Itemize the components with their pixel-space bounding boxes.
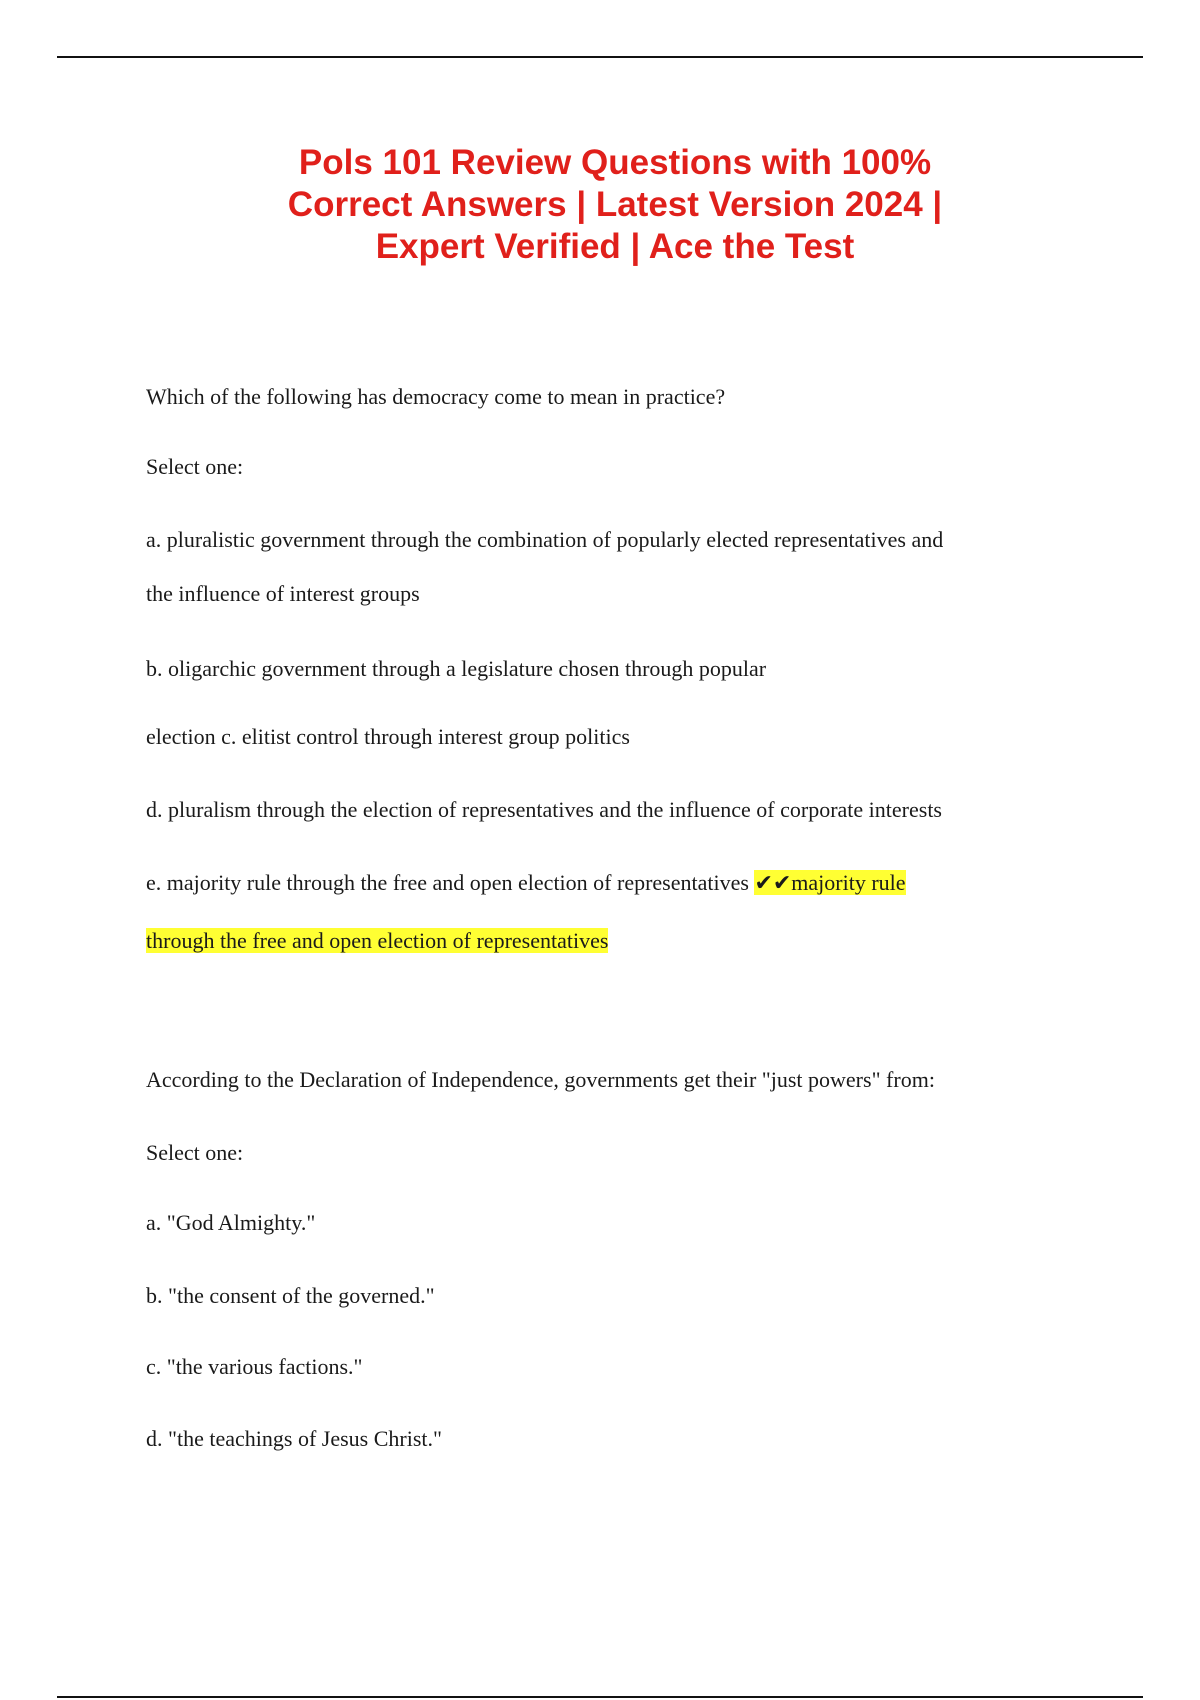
question-1-option-e-text: e. majority rule through the free and open election of representatives: [146, 870, 755, 895]
question-2-option-b: b. "the consent of the governed.": [146, 1283, 435, 1308]
bottom-rule: [57, 1696, 1143, 1698]
question-1-option-b-line-1: b. oligarchic government through a legislature chosen through popular: [146, 656, 767, 681]
question-1-text: Which of the following has democracy come to mean in practice?: [146, 384, 726, 409]
question-1-select-one: Select one:: [146, 454, 244, 479]
question-1-option-b-line-2: election c. elitist control through interest group politics: [146, 724, 630, 749]
title-line-3: Expert Verified | Ace the Test: [375, 227, 855, 266]
title-line-2: Correct Answers | Latest Version 2024 |: [287, 185, 943, 224]
top-rule: [57, 56, 1143, 58]
answer-highlight-line-1: ✔✔majority rule: [754, 870, 906, 895]
question-2-select-one: Select one:: [146, 1140, 244, 1165]
answer-highlight-line-2: through the free and open election of representatives: [146, 928, 609, 953]
question-1-answer-line-2: [146, 927, 608, 955]
question-2-option-a: a. "God Almighty.": [146, 1210, 316, 1235]
question-1-option-a-line-1: a. pluralistic government through the combination of popularly elected representatives and: [146, 527, 944, 552]
question-2-option-c: c. "the various factions.": [146, 1354, 363, 1379]
title-line-1: Pols 101 Review Questions with 100%: [298, 143, 932, 182]
document-title: [200, 142, 1030, 268]
question-2-text: According to the Declaration of Independence, governments get their "just powers" from:: [146, 1067, 935, 1092]
question-1-option-a-line-2: the influence of interest groups: [146, 581, 420, 606]
question-1-option-d: d. pluralism through the election of representatives and the influence of corporate interests: [146, 797, 942, 822]
question-1-option-e: [146, 869, 906, 897]
question-2-option-d: d. "the teachings of Jesus Christ.": [146, 1426, 442, 1451]
